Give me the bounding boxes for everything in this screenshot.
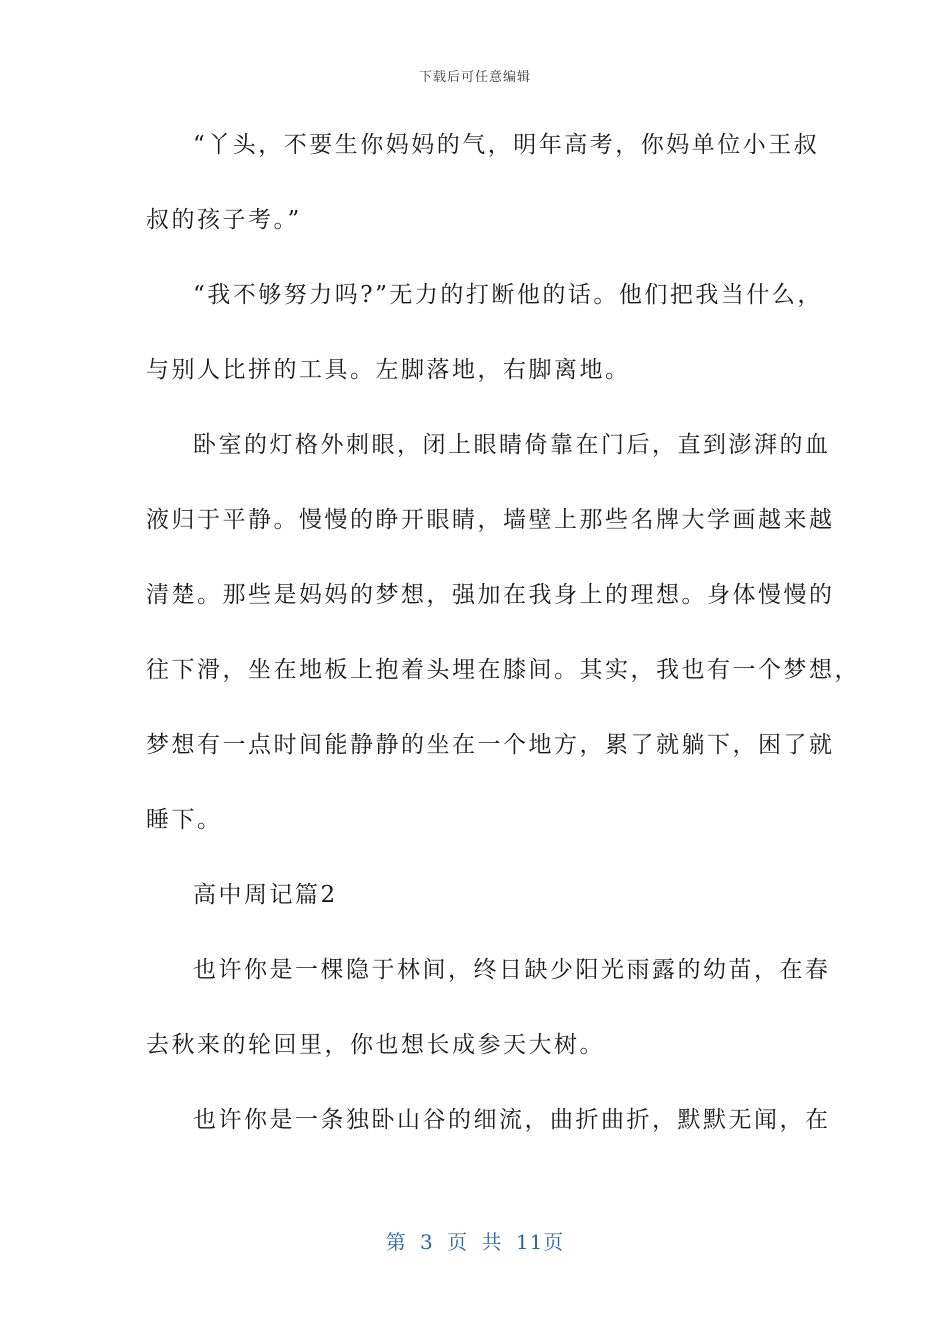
text-line: 也许你是一条独卧山谷的细流，曲折曲折，默默无闻，在 (193, 1107, 831, 1133)
text-line: 睡下。 (146, 807, 223, 833)
text-line: 清楚。那些是妈妈的梦想，强加在我身上的理想。身体慢慢的 (146, 582, 835, 608)
text-line: 卧室的灯格外刺眼，闭上眼睛倚靠在门后，直到澎湃的血 (193, 432, 831, 458)
text-line: 液归于平静。慢慢的睁开眼睛，墙壁上那些名牌大学画越来越 (146, 507, 835, 533)
page-header: 下载后可任意编辑 (418, 70, 531, 85)
text-line: “我不够努力吗?”无力的打断他的话。他们把我当什么， (193, 282, 823, 308)
text-line: 往下滑，坐在地板上抱着头埋在膝间。其实，我也有一个梦想， (146, 657, 860, 683)
text-line: “丫头，不要生你妈妈的气，明年高考，你妈单位小王叔 (193, 132, 820, 158)
section-heading: 高中周记篇2 (193, 882, 338, 908)
text-line: 与别人比拼的工具。左脚落地，右脚离地。 (146, 357, 631, 383)
page-number-footer: 第 3 页 共 11页 (385, 1230, 565, 1254)
text-line: 也许你是一棵隐于林间，终日缺少阳光雨露的幼苗，在春 (193, 957, 831, 983)
text-line: 梦想有一点时间能静静的坐在一个地方，累了就躺下，困了就 (146, 732, 835, 758)
text-line: 叔的孩子考。” (146, 207, 302, 233)
text-line: 去秋来的轮回里，你也想长成参天大树。 (146, 1032, 605, 1058)
